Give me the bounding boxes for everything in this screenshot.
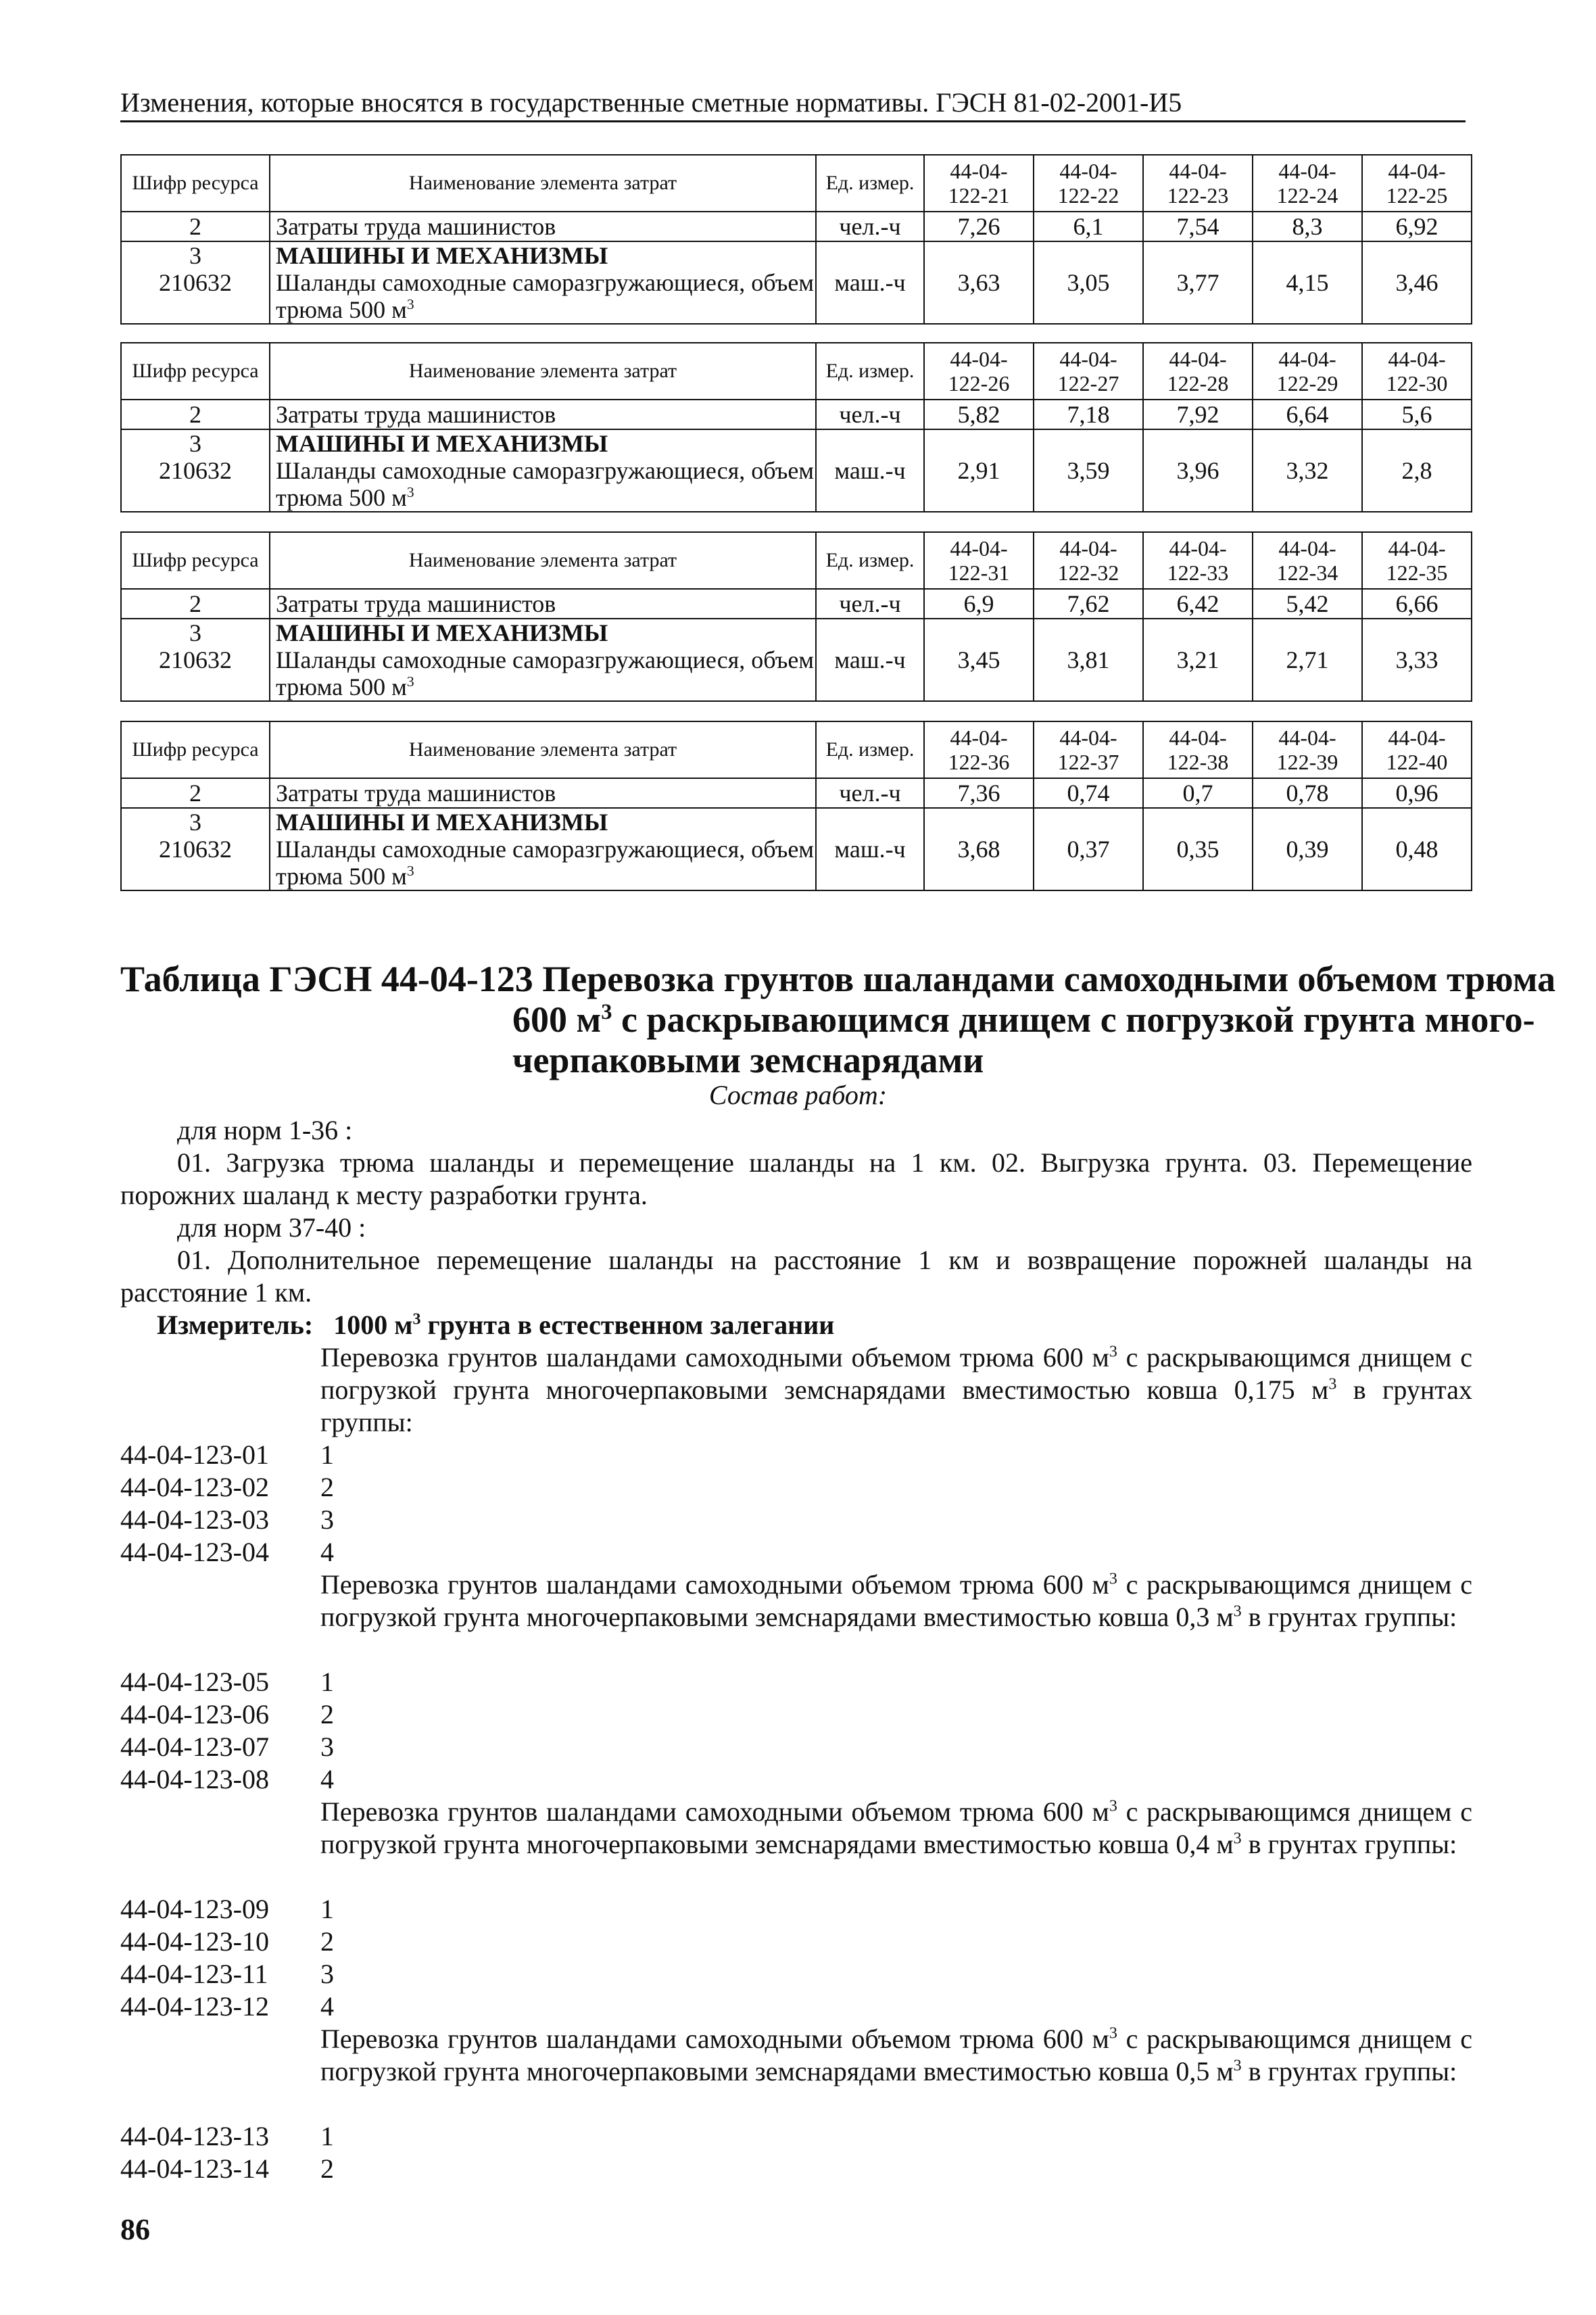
norm-code-header: 44-04- 122-39 xyxy=(1253,721,1362,778)
norm-code-header: 44-04- 122-31 xyxy=(924,532,1034,589)
norm-code-header: 44-04- 122-23 xyxy=(1143,155,1253,212)
machinery-value: 3,05 xyxy=(1034,241,1143,324)
machinery-value: 3,32 xyxy=(1253,429,1362,512)
machinery-name: МАШИНЫ И МЕХАНИЗМЫ Шаланды самоходные саморазгружающиеся, объем трюма 500 $м^3$ xyxy=(270,429,816,512)
resource-table xyxy=(120,721,1472,891)
unit-header: Ед. измер. xyxy=(816,155,924,212)
norm-code-header: 44-04- 122-33 xyxy=(1143,532,1253,589)
table-header-row xyxy=(121,155,1472,212)
machinery-unit: маш.-ч xyxy=(816,808,924,890)
labor-value: 7,62 xyxy=(1034,589,1143,619)
norm-item: 44-04-123-14 2 xyxy=(120,2153,334,2184)
page-number: 86 xyxy=(120,2213,150,2246)
unit-header: Ед. измер. xyxy=(816,721,924,778)
norm-code-header: 44-04- 122-28 xyxy=(1143,343,1253,400)
labor-code: 2 xyxy=(121,400,270,429)
cipher-header: Шифр ресурса xyxy=(121,721,270,778)
machinery-value: 3,81 xyxy=(1034,619,1143,701)
labor-value: 6,66 xyxy=(1362,589,1472,619)
labor-value: 7,92 xyxy=(1143,400,1253,429)
unit-header: Ед. измер. xyxy=(816,532,924,589)
norm-code-header: 44-04- 122-34 xyxy=(1253,532,1362,589)
name-header: Наименование элемента затрат xyxy=(270,532,816,589)
machinery-value: 0,35 xyxy=(1143,808,1253,890)
machinery-value: 3,45 xyxy=(924,619,1034,701)
title-line: черпаковыми земснарядами xyxy=(512,1040,984,1080)
machinery-code: 3 210632 xyxy=(121,619,270,701)
norm-list xyxy=(120,1666,334,1796)
labor-value: 0,78 xyxy=(1253,778,1362,808)
machinery-value: 2,91 xyxy=(924,429,1034,512)
norm-code-header: 44-04- 122-24 xyxy=(1253,155,1362,212)
cipher-header: Шифр ресурса xyxy=(121,343,270,400)
norm-code-header: 44-04- 122-40 xyxy=(1362,721,1472,778)
labor-name: Затраты труда машинистов xyxy=(270,400,816,429)
machinery-value: 3,68 xyxy=(924,808,1034,890)
norm-item: 44-04-123-05 1 xyxy=(120,1667,334,1697)
labor-value: 6,42 xyxy=(1143,589,1253,619)
machinery-value: 3,46 xyxy=(1362,241,1472,324)
meter-value: 1000 $м^3$ грунта в естественном залегании xyxy=(333,1310,835,1340)
labor-name: Затраты труда машинистов xyxy=(270,589,816,619)
labor-value: 6,64 xyxy=(1253,400,1362,429)
norms-label: для норм 37-40 : xyxy=(177,1212,366,1243)
labor-value: 0,96 xyxy=(1362,778,1472,808)
labor-value: 7,36 xyxy=(924,778,1034,808)
labor-unit: чел.-ч xyxy=(816,400,924,429)
labor-value: 7,54 xyxy=(1143,212,1253,241)
machinery-value: 3,63 xyxy=(924,241,1034,324)
norm-item: 44-04-123-11 3 xyxy=(120,1959,334,1989)
machinery-row xyxy=(121,619,1472,701)
machinery-code: 3 210632 xyxy=(121,241,270,324)
group-description: Перевозка грунтов шаландами самоходными объемом трюма 600 $м^3$ с раскрывающимся днищем с погрузкой грунта многочерпаковыми земснарядами вместимостью ковша 0,175 $м^3$ в грунтах группы: xyxy=(320,1342,1472,1437)
machinery-code: 3 210632 xyxy=(121,808,270,890)
machinery-value: 3,77 xyxy=(1143,241,1253,324)
norm-item: 44-04-123-06 2 xyxy=(120,1699,334,1729)
norm-item: 44-04-123-03 3 xyxy=(120,1504,334,1535)
table-header-row xyxy=(121,532,1472,589)
machinery-value: 3,33 xyxy=(1362,619,1472,701)
labor-name: Затраты труда машинистов xyxy=(270,212,816,241)
machinery-unit: маш.-ч xyxy=(816,619,924,701)
labor-value: 5,6 xyxy=(1362,400,1472,429)
labor-value: 7,18 xyxy=(1034,400,1143,429)
labor-unit: чел.-ч xyxy=(816,212,924,241)
group-description: Перевозка грунтов шаландами самоходными объемом трюма 600 $м^3$ с раскрывающимся днищем с погрузкой грунта многочерпаковыми земснарядами вместимостью ковша 0,4 $м^3$ в грунтах группы: xyxy=(320,1796,1472,1859)
meter-label: Измеритель: xyxy=(157,1310,314,1340)
labor-value: 5,42 xyxy=(1253,589,1362,619)
machinery-value: 2,71 xyxy=(1253,619,1362,701)
norm-item: 44-04-123-08 4 xyxy=(120,1764,334,1794)
norm-code-header: 44-04- 122-38 xyxy=(1143,721,1253,778)
machinery-value: 0,48 xyxy=(1362,808,1472,890)
norm-item: 44-04-123-02 2 xyxy=(120,1472,334,1502)
name-header: Наименование элемента затрат xyxy=(270,721,816,778)
table-header-row xyxy=(121,721,1472,778)
norm-list xyxy=(120,1893,334,2023)
machinery-name: МАШИНЫ И МЕХАНИЗМЫ Шаланды самоходные саморазгружающиеся, объем трюма 500 $м^3$ xyxy=(270,808,816,890)
norm-code-header: 44-04- 122-29 xyxy=(1253,343,1362,400)
labor-value: 6,1 xyxy=(1034,212,1143,241)
norm-code-header: 44-04- 122-37 xyxy=(1034,721,1143,778)
resource-table xyxy=(120,531,1472,702)
unit-header: Ед. измер. xyxy=(816,343,924,400)
machinery-value: 4,15 xyxy=(1253,241,1362,324)
norm-code-header: 44-04- 122-25 xyxy=(1362,155,1472,212)
labor-value: 0,7 xyxy=(1143,778,1253,808)
machinery-name: МАШИНЫ И МЕХАНИЗМЫ Шаланды самоходные саморазгружающиеся, объем трюма 500 $м^3$ xyxy=(270,619,816,701)
meter-line xyxy=(157,1309,834,1341)
norm-item: 44-04-123-13 1 xyxy=(120,2121,334,2151)
labor-value: 6,92 xyxy=(1362,212,1472,241)
norm-code-header: 44-04- 122-22 xyxy=(1034,155,1143,212)
name-header: Наименование элемента затрат xyxy=(270,343,816,400)
norm-code-header: 44-04- 122-30 xyxy=(1362,343,1472,400)
machinery-value: 3,96 xyxy=(1143,429,1253,512)
labor-row xyxy=(121,212,1472,241)
machinery-value: 0,37 xyxy=(1034,808,1143,890)
labor-name: Затраты труда машинистов xyxy=(270,778,816,808)
machinery-value: 2,8 xyxy=(1362,429,1472,512)
machinery-code: 3 210632 xyxy=(121,429,270,512)
norm-code-header: 44-04- 122-35 xyxy=(1362,532,1472,589)
norm-item: 44-04-123-01 1 xyxy=(120,1439,334,1470)
work-description: 01. Загрузка трюма шаланды и перемещение шаланды на 1 км. 02. Выгрузка грунта. 03. Перемещение порожних шаланд к месту разработки грунта. xyxy=(120,1147,1472,1210)
norm-code-header: 44-04- 122-32 xyxy=(1034,532,1143,589)
machinery-unit: маш.-ч xyxy=(816,429,924,512)
labor-value: 0,74 xyxy=(1034,778,1143,808)
norm-list xyxy=(120,2120,334,2185)
title-line: 600 $м^3$ с раскрывающимся днищем с погрузкой грунта много- xyxy=(512,999,1535,1040)
labor-value: 6,9 xyxy=(924,589,1034,619)
norm-list xyxy=(120,1439,334,1569)
title-line: Таблица ГЭСН 44-04-123 Перевозка грунтов шаландами самоходными объемом трюма xyxy=(120,959,1556,999)
labor-unit: чел.-ч xyxy=(816,778,924,808)
machinery-name: МАШИНЫ И МЕХАНИЗМЫ Шаланды самоходные саморазгружающиеся, объем трюма 500 $м^3$ xyxy=(270,241,816,324)
norm-item: 44-04-123-12 4 xyxy=(120,1991,334,2022)
labor-row xyxy=(121,589,1472,619)
table-header-row xyxy=(121,343,1472,400)
norm-code-header: 44-04- 122-36 xyxy=(924,721,1034,778)
cipher-header: Шифр ресурса xyxy=(121,532,270,589)
norm-code-header: 44-04- 122-21 xyxy=(924,155,1034,212)
labor-code: 2 xyxy=(121,778,270,808)
machinery-value: 3,59 xyxy=(1034,429,1143,512)
labor-code: 2 xyxy=(121,589,270,619)
norm-item: 44-04-123-10 2 xyxy=(120,1926,334,1957)
labor-unit: чел.-ч xyxy=(816,589,924,619)
labor-code: 2 xyxy=(121,212,270,241)
norm-code-header: 44-04- 122-26 xyxy=(924,343,1034,400)
machinery-row xyxy=(121,241,1472,324)
labor-value: 8,3 xyxy=(1253,212,1362,241)
group-description: Перевозка грунтов шаландами самоходными объемом трюма 600 $м^3$ с раскрывающимся днищем с погрузкой грунта многочерпаковыми земснарядами вместимостью ковша 0,5 $м^3$ в грунтах группы: xyxy=(320,2024,1472,2086)
composition-heading: Состав работ: xyxy=(708,1080,888,1110)
group-description: Перевозка грунтов шаландами самоходными объемом трюма 600 $м^3$ с раскрывающимся днищем с погрузкой грунта многочерпаковыми земснарядами вместимостью ковша 0,3 $м^3$ в грунтах группы: xyxy=(320,1569,1472,1632)
machinery-row xyxy=(121,429,1472,512)
norm-item: 44-04-123-07 3 xyxy=(120,1732,334,1762)
norm-code-header: 44-04- 122-27 xyxy=(1034,343,1143,400)
cipher-header: Шифр ресурса xyxy=(121,155,270,212)
work-description: 01. Дополнительное перемещение шаланды на расстояние 1 км и возвращение порожней шаланды на расстояние 1 км. xyxy=(120,1245,1472,1308)
resource-table xyxy=(120,154,1472,325)
norm-item: 44-04-123-09 1 xyxy=(120,1894,334,1924)
norm-item: 44-04-123-04 4 xyxy=(120,1537,334,1567)
machinery-row xyxy=(121,808,1472,890)
labor-row xyxy=(121,778,1472,808)
labor-row xyxy=(121,400,1472,429)
machinery-unit: маш.-ч xyxy=(816,241,924,324)
name-header: Наименование элемента затрат xyxy=(270,155,816,212)
resource-table xyxy=(120,342,1472,512)
labor-value: 7,26 xyxy=(924,212,1034,241)
machinery-value: 3,21 xyxy=(1143,619,1253,701)
machinery-value: 0,39 xyxy=(1253,808,1362,890)
page-header: Изменения, которые вносятся в государственные сметные нормативы. ГЭСН 81-02-2001-И5 xyxy=(120,85,1466,122)
labor-value: 5,82 xyxy=(924,400,1034,429)
norms-label: для норм 1-36 : xyxy=(177,1115,353,1145)
section-title xyxy=(120,959,1556,1080)
